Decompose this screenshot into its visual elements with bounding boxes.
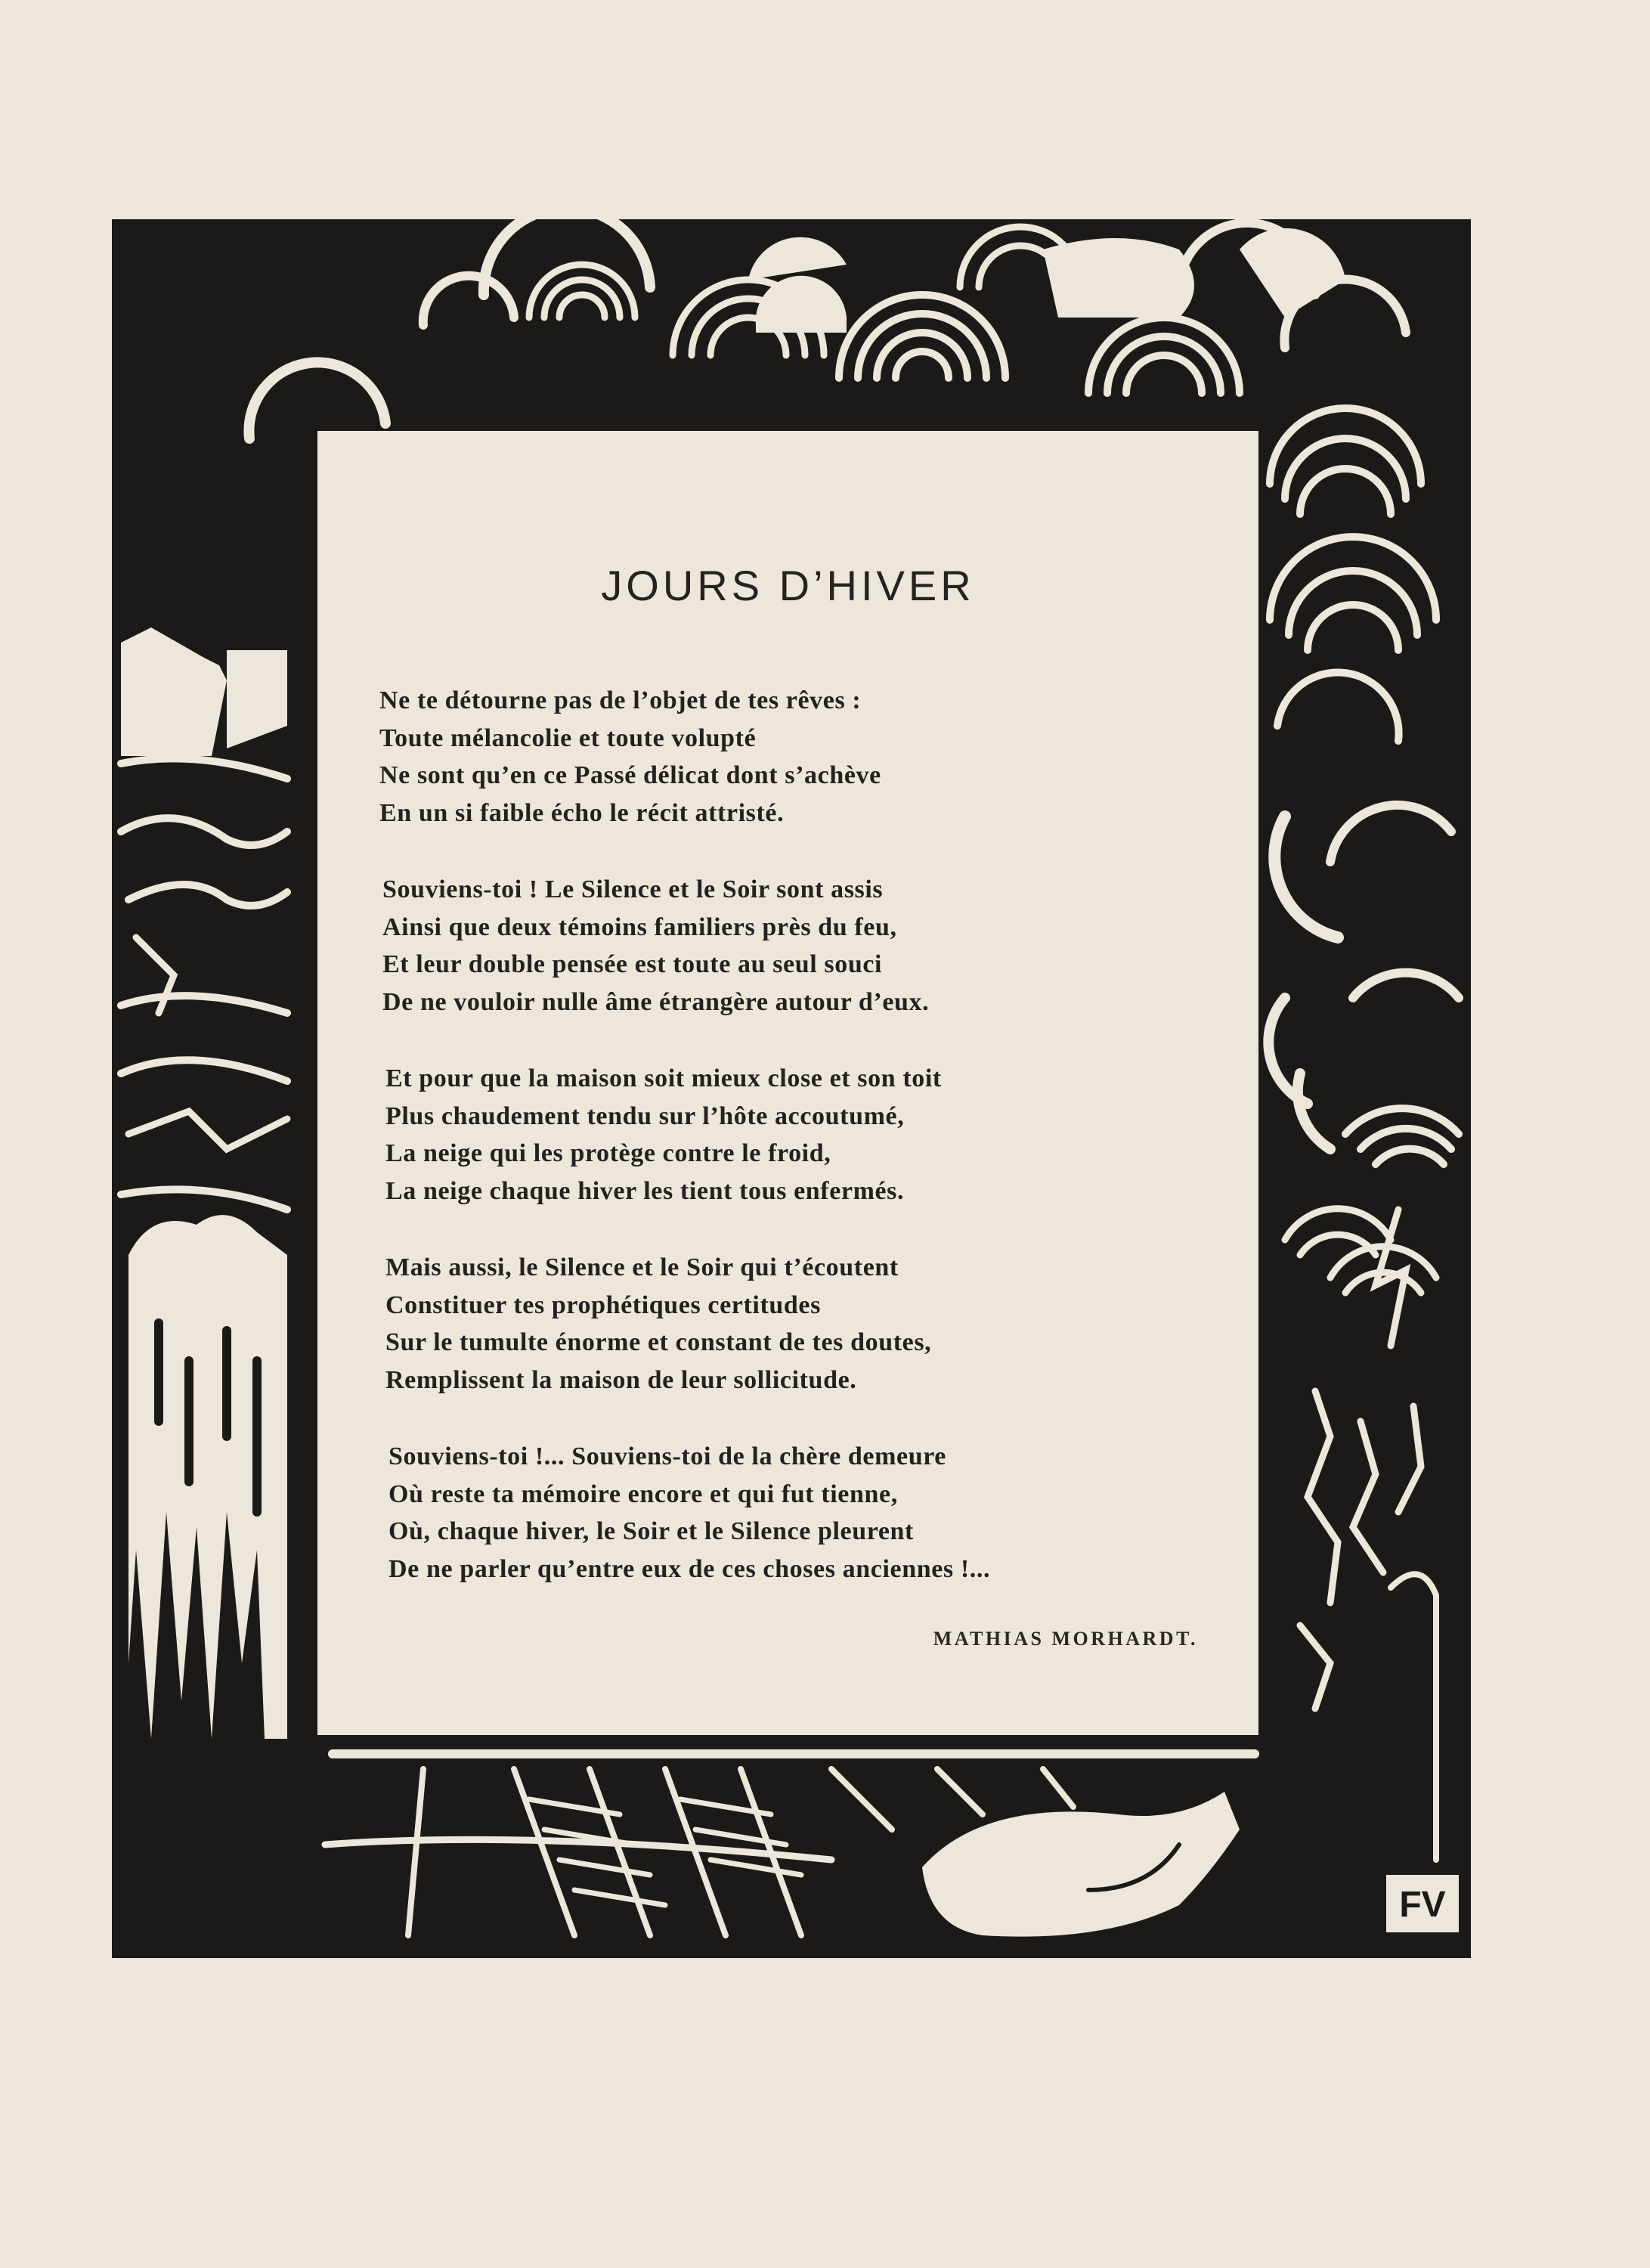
verse-line: Où, chaque hiver, le Soir et le Silence pleurent [389, 1517, 914, 1545]
verse-line: Sur le tumulte énorme et constant de tes doutes, [385, 1328, 932, 1356]
verse-line: Et pour que la maison soit mieux close et son toit [385, 1064, 942, 1092]
poem-body [379, 682, 1211, 1627]
monogram-text: FV [1399, 1885, 1446, 1925]
author-signature: MATHIAS MORHARDT. [933, 1628, 1198, 1650]
verse-line: Où reste ta mémoire encore et qui fut tienne, [389, 1479, 898, 1508]
verse-line: Remplissent la maison de leur sollicitude. [385, 1365, 857, 1394]
verse-line: Ne sont qu’en ce Passé délicat dont s’achève [379, 761, 881, 789]
verse-line: Constituer tes prophétiques certitudes [385, 1290, 821, 1319]
stanza [379, 1249, 1211, 1399]
verse-line: La neige chaque hiver les tient tous enfermés. [385, 1176, 905, 1205]
verse-line: En un si faible écho le récit attristé. [379, 798, 785, 827]
verse-line: De ne vouloir nulle âme étrangère autour d’eux. [382, 987, 930, 1016]
stanza [379, 1060, 1211, 1210]
verse-line: Souviens-toi ! Le Silence et le Soir sont assis [382, 875, 884, 903]
verse-line: De ne parler qu’entre eux de ces choses anciennes !... [389, 1554, 991, 1583]
verse-line: Mais aussi, le Silence et le Soir qui t’écoutent [385, 1253, 899, 1281]
stanza [379, 871, 1211, 1021]
verse-line: Et leur double pensée est toute au seul souci [382, 950, 883, 978]
stanza [379, 682, 1211, 832]
verse-line: La neige qui les protège contre le froid, [385, 1139, 831, 1167]
poem-panel [317, 431, 1258, 1735]
verse-line: Souviens-toi !... Souviens-toi de la chère demeure [389, 1442, 946, 1470]
stanza [379, 1438, 1211, 1588]
poem-title: JOURS D’HIVER [601, 562, 975, 609]
verse-line: Ne te détourne pas de l’objet de tes rêves : [379, 686, 862, 714]
verse-line: Toute mélancolie et toute volupté [379, 723, 757, 752]
verse-line: Ainsi que deux témoins familiers près du feu, [382, 912, 897, 941]
verse-line: Plus chaudement tendu sur l’hôte accoutumé, [385, 1101, 905, 1130]
